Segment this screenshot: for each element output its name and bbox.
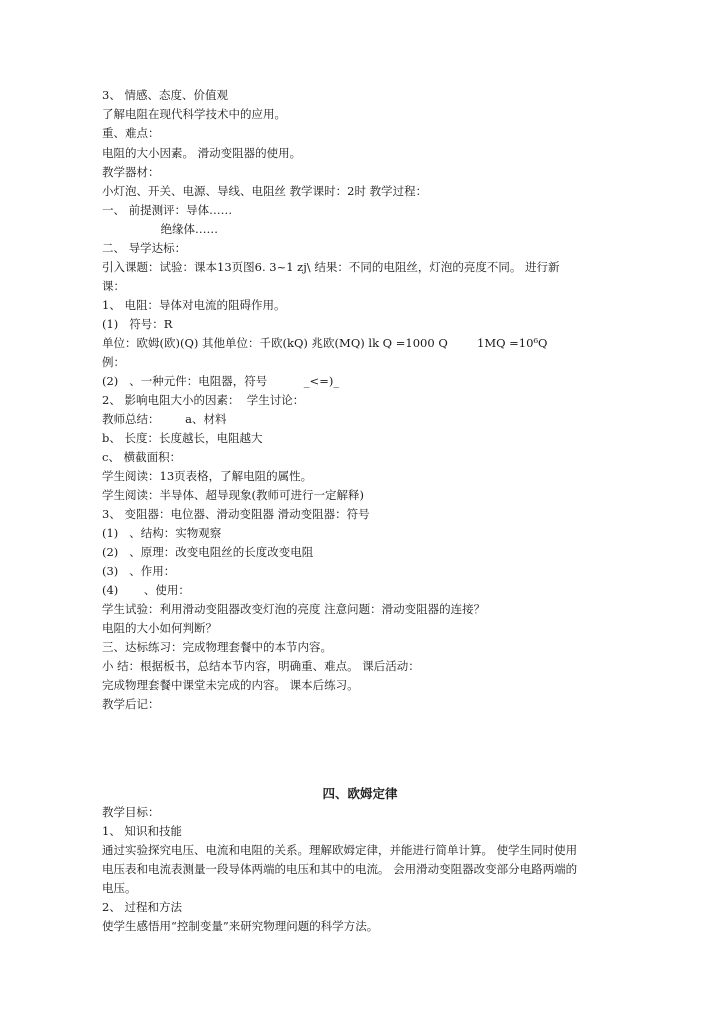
text-line: b、 长度：长度越长，电阻越大 [102, 431, 263, 445]
text-line: 电阻的大小如何判断？ [102, 621, 217, 635]
text-line: 电压。 [102, 881, 137, 895]
text-line: 教学目标： [102, 805, 160, 819]
section-title: 四、欧姆定律 [322, 786, 398, 801]
text-line: (1) 、结构：实物观察 [102, 526, 222, 540]
text-line: 通过实验探究电压、电流和电阻的关系。理解欧姆定律，并能进行简单计算。 使学生同时使用 [102, 843, 578, 857]
text-line: 重、难点： [102, 126, 160, 140]
text-line: 电阻的大小因素。 滑动变阻器的使用。 [102, 146, 302, 160]
text-line: 1、 知识和技能 [102, 824, 182, 838]
text-line: (1) 符号：R [102, 317, 173, 331]
text-line: (2) 、原理：改变电阻丝的长度改变电阻 [102, 545, 314, 559]
text-line: (2) 、一种元件：电阻器，符号 _<=)_ [102, 374, 340, 388]
text-line: 2、 过程和方法 [102, 900, 182, 914]
text-line: 教学后记： [102, 697, 160, 711]
text-line: 学生试验：利用滑动变阻器改变灯泡的亮度 注意问题：滑动变阻器的连接？ [102, 602, 486, 616]
text-line: 三、达标练习：完成物理套餐中的本节内容。 [102, 640, 332, 654]
text-line: c、 横截面积： [102, 450, 182, 464]
text-line: 一、 前提测评：导体…… [102, 203, 233, 217]
text-line: 教学器材： [102, 165, 160, 179]
text-line: 使学生感悟用“控制变量”来研究物理问题的科学方法。 [102, 919, 379, 933]
text-line: 课： [102, 279, 125, 293]
text-line: 例： [102, 355, 125, 369]
text-line: 3、 情感、态度、价值观 [102, 88, 228, 102]
text-line: (3) 、作用： [102, 564, 176, 578]
text-line: 1、 电阻：导体对电流的阻碍作用。 [102, 298, 286, 312]
text-line: 教师总结： a、材料 [102, 412, 227, 426]
text-line: 电压表和电流表测量一段导体两端的电压和其中的电流。 会用滑动变阻器改变部分电路两端的 [102, 862, 578, 876]
text-line: 引入课题：试验：课本13页图6. 3~1 zj\ 结果：不同的电阻丝，灯泡的亮度不同。 进行新 [102, 260, 560, 274]
text-line: 3、 变阻器：电位器、滑动变阻器 滑动变阻器：符号 [102, 507, 370, 521]
text-line: 绝缘体…… [102, 222, 218, 236]
text-line: 小灯泡、开关、电源、导线、电阻丝 教学课时：2时 教学过程： [102, 184, 428, 198]
text-line: 完成物理套餐中课堂未完成的内容。 课本后练习。 [102, 678, 359, 692]
text-line: 单位：欧姆(欧)(Q) 其他单位：千欧(kQ) 兆欧(MQ) lk Q =1000 Q 1MQ =10⁶Q [102, 336, 548, 350]
text-line: 二、 导学达标： [102, 241, 187, 255]
text-line: 了解电阻在现代科学技术中的应用。 [102, 107, 286, 121]
text-line: 学生阅读：半导体、超导现象(教师可进行一定解释) [102, 488, 364, 502]
text-line: (4) 、使用： [102, 583, 190, 597]
text-line: 2、 影响电阻大小的因素： 学生讨论： [102, 393, 305, 407]
text-line: 学生阅读：13页表格，了解电阻的属性。 [102, 469, 313, 483]
text-line: 小 结：根据板书，总结本节内容，明确重、难点。 课后活动： [102, 659, 420, 673]
